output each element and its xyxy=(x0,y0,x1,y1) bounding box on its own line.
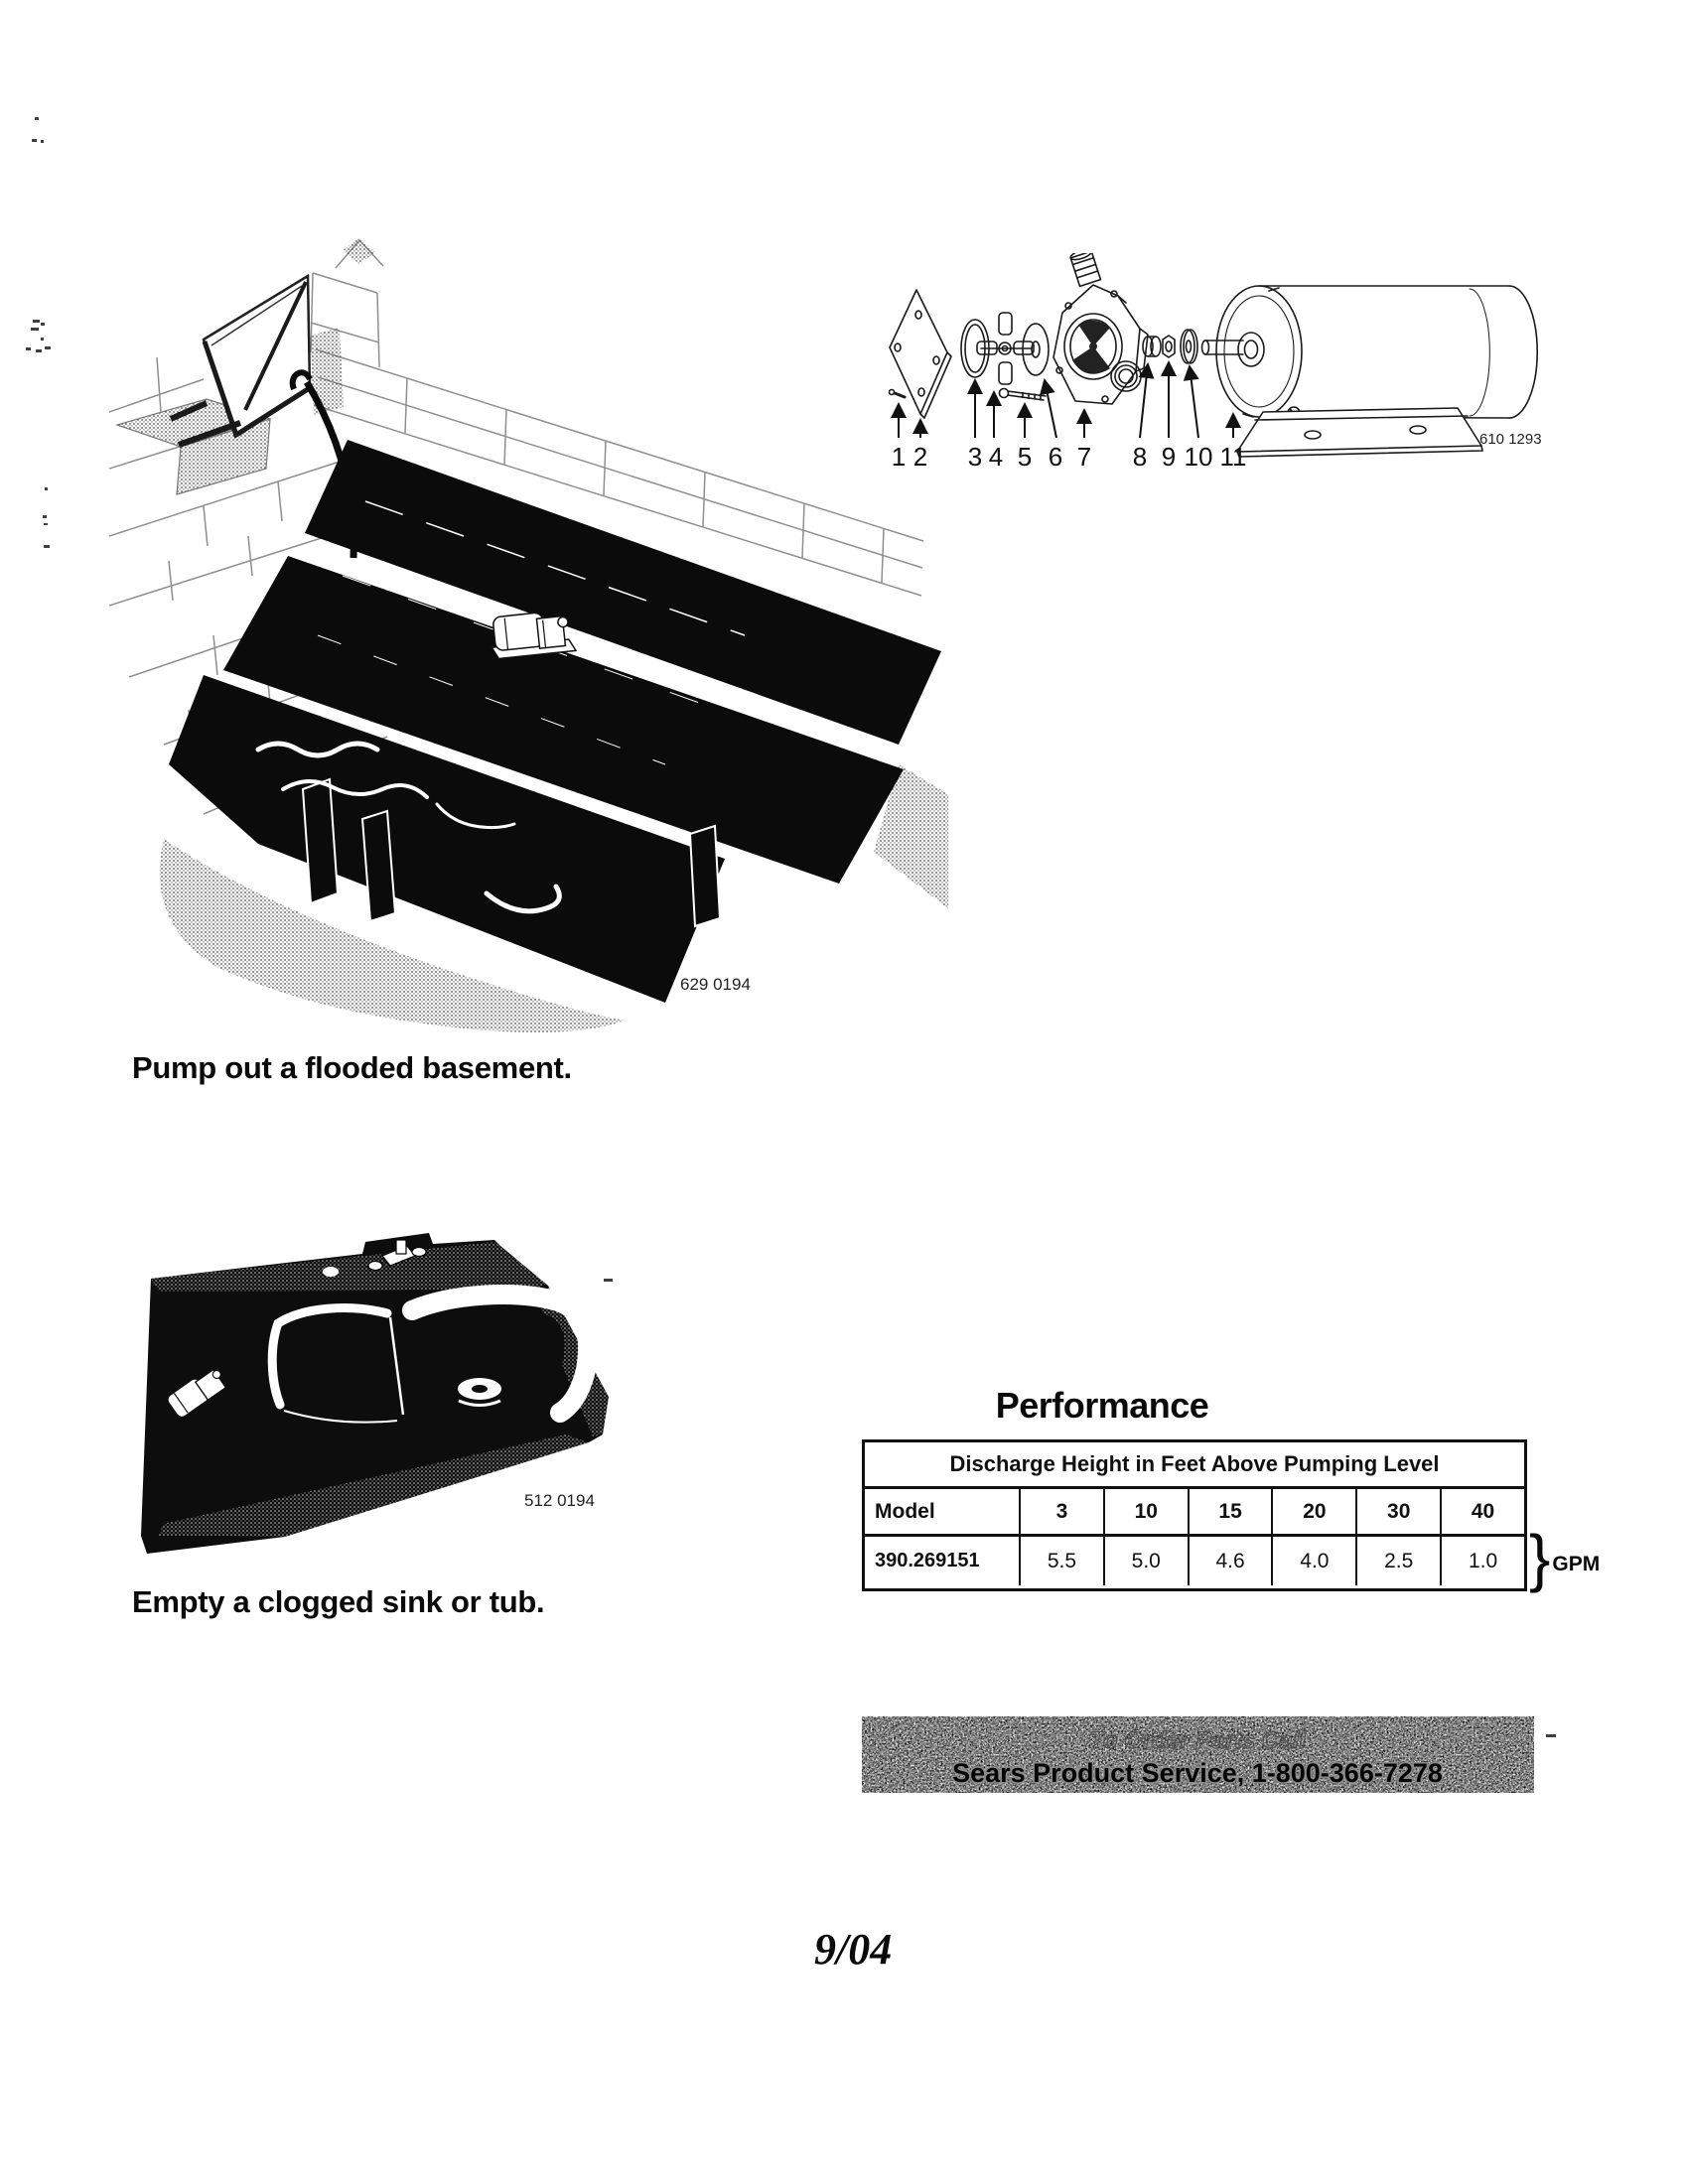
column-header-10: 10 xyxy=(1105,1489,1190,1534)
gpm-value-cell: 1.0 xyxy=(1468,1549,1498,1572)
gpm-value-cell: 5.0 xyxy=(1105,1537,1190,1585)
scan-artifact xyxy=(44,523,48,525)
exploded-parts-art xyxy=(874,253,1559,477)
part-number-5: 5 xyxy=(1017,442,1033,472)
part-number-7: 7 xyxy=(1076,442,1092,472)
gpm-value-cell: 4.0 xyxy=(1273,1537,1357,1585)
scan-artifact xyxy=(43,515,47,518)
pump-on-table xyxy=(489,610,576,660)
basement-illustration-art xyxy=(109,208,948,1037)
scan-artifact xyxy=(36,349,42,352)
scan-artifact xyxy=(45,487,48,490)
table-span-header: Discharge Height in Feet Above Pumping Level xyxy=(949,1451,1440,1476)
scan-artifact xyxy=(1546,1734,1556,1737)
gpm-unit: GPM xyxy=(1552,1553,1601,1575)
sink-caption: Empty a clogged sink or tub. xyxy=(132,1584,545,1619)
table-data-row xyxy=(865,1537,1524,1585)
gpm-value-cell: 2.5 xyxy=(1357,1537,1442,1585)
scan-artifact xyxy=(41,338,44,341)
scan-artifact xyxy=(31,328,39,331)
scan-artifact xyxy=(32,139,37,142)
scan-artifact xyxy=(41,140,44,143)
column-header-15: 15 xyxy=(1190,1489,1274,1534)
scan-artifact xyxy=(45,346,51,349)
column-header-model: Model xyxy=(865,1489,1021,1534)
performance-title: Performance xyxy=(995,1385,1209,1426)
scan-artifact xyxy=(26,347,31,350)
banner-line1: To Order Parts Call xyxy=(1089,1727,1306,1754)
part-number-3: 3 xyxy=(967,442,983,472)
part-number-1: 1 xyxy=(891,442,907,472)
order-parts-banner-art xyxy=(862,1716,1534,1793)
column-header-40: 40 xyxy=(1471,1499,1495,1523)
exploded-parts-diagram xyxy=(874,253,1559,477)
scan-artifact xyxy=(44,545,50,548)
model-number-cell: 390.269151 xyxy=(865,1537,1021,1585)
gpm-brace: } xyxy=(1529,1522,1551,1593)
gpm-value-cell: 4.6 xyxy=(1190,1537,1274,1585)
column-header-20: 20 xyxy=(1273,1489,1357,1534)
banner-line2: Sears Product Service, 1-800-366-7278 xyxy=(952,1758,1443,1788)
part-number-11: 11 xyxy=(1219,442,1247,472)
order-parts-banner xyxy=(862,1716,1534,1793)
scan-artifact xyxy=(35,117,39,120)
part-number-4: 4 xyxy=(988,442,1004,472)
scan-artifact xyxy=(41,323,45,326)
part-number-9: 9 xyxy=(1161,442,1177,472)
part-number-6: 6 xyxy=(1048,442,1063,472)
sink-figure-number: 512 0194 xyxy=(524,1491,595,1510)
exploded-figure-number: 610 1293 xyxy=(1479,431,1542,448)
column-header-3: 3 xyxy=(1021,1489,1105,1534)
gpm-unit-label xyxy=(1529,1522,1601,1593)
gpm-value-cell: 5.5 xyxy=(1021,1537,1105,1585)
date-code: 9/04 xyxy=(814,1925,893,1974)
part-number-2: 2 xyxy=(912,442,928,472)
basement-caption: Pump out a flooded basement. xyxy=(132,1050,572,1085)
column-header-30: 30 xyxy=(1357,1489,1442,1534)
performance-table xyxy=(862,1439,1527,1591)
basement-illustration xyxy=(109,208,948,1037)
basement-figure-number: 629 0194 xyxy=(680,975,751,994)
scan-artifact xyxy=(33,320,40,323)
table-header-row xyxy=(865,1489,1524,1537)
part-number-10: 10 xyxy=(1184,442,1213,472)
part-number-8: 8 xyxy=(1132,442,1148,472)
